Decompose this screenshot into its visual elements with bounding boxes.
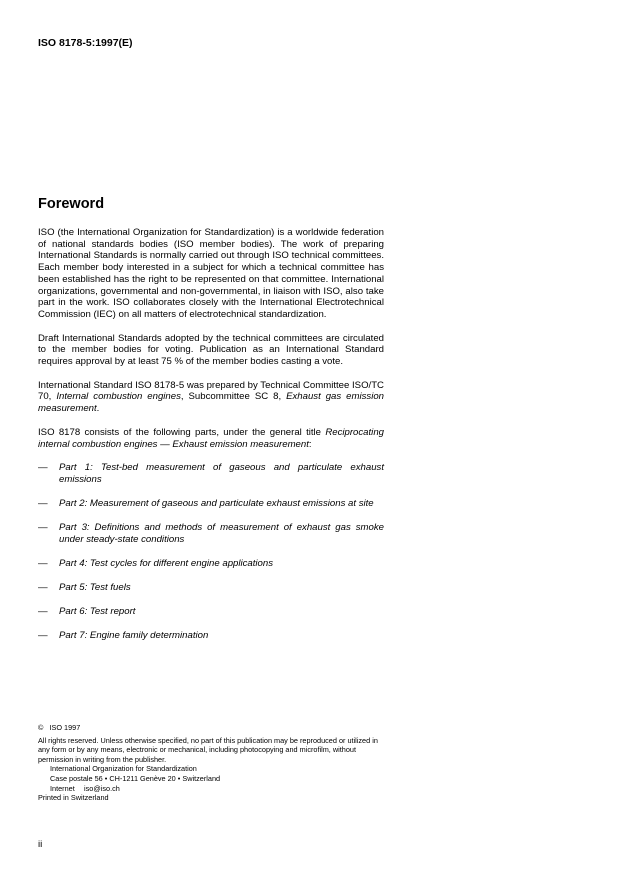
list-item [38,582,384,594]
p4-text-c: : [308,438,312,450]
list-item [38,462,384,485]
copyright-line: © ISO 1997 [38,723,81,732]
page-title: Foreword [38,196,105,212]
part-title: Part 3: Definitions and methods of measurement of exhaust gas smoke under steady-state conditions [59,522,384,545]
list-dash: — [38,606,48,618]
list-dash: — [38,522,48,534]
internet-label: Internet [50,783,75,793]
page-number: ii [38,839,43,850]
list-item [38,606,384,618]
printed-in: Printed in Switzerland [38,793,109,803]
list-dash: — [38,630,48,642]
list-dash: — [38,462,48,474]
part-title: Part 5: Test fuels [59,582,131,594]
parts-list [38,462,384,642]
list-dash: — [38,498,48,510]
p3-text-a: International Standard ISO 8178-5 was prepared by Technical Committee ISO/TC 70, [38,379,384,403]
rights-statement: All rights reserved. Unless otherwise specified, no part of this publication may be reproduced or utilized in any form or by any means, electronic or mechanical, including photocopying and microfilm, without permission in writing from the publisher. [38,735,378,764]
list-dash: — [38,557,48,569]
foreword-paragraph-3 [38,380,384,415]
p4-general-title: Reciprocating internal combustion engines — Exhaust emission measurement [38,426,384,450]
foreword-paragraph-2: Draft International Standards adopted by the technical committees are circulated to the member bodies for voting. Publication as an International Standard requires approval by at least 75 % of the member bodies casting a vote. [38,332,384,368]
p4-text-a: ISO 8178 consists of the following parts, under the general title [38,426,326,438]
part-title: Part 7: Engine family determination [59,630,209,642]
list-item [38,558,384,570]
foreword-paragraph-4 [38,427,384,450]
foreword-body [38,227,384,654]
part-title: Part 4: Test cycles for different engine applications [59,557,274,569]
p3-subcommittee-title: Exhaust gas emission measurement [38,391,384,415]
document-id-header: ISO 8178-5:1997(E) [38,37,133,49]
part-title: Part 1: Test-bed measurement of gaseous and particulate exhaust emissions [59,462,384,485]
list-item [38,498,384,510]
internet-contact [38,784,384,794]
part-title: Part 6: Test report [59,606,136,618]
list-dash: — [38,582,48,594]
list-item [38,522,384,545]
p3-text-c: , Subcommittee SC 8, [180,391,287,403]
copyright-notice [38,723,384,803]
p3-text-e: . [96,403,100,415]
foreword-paragraph-1: ISO (the International Organization for Standardization) is a worldwide federation of national standards bodies (ISO member bodies). The work of preparing International Standards is normally carried out through ISO technical committees. Each member body interested in a subject for which a technical committee has been established has the right to be represented on that committee. International organizations, governmental and non-governmental, in liaison with ISO, also take part in the work. ISO collaborates closely with the International Electrotechnical Commission (IEC) on all matters of electrotechnical standardization. [38,227,384,320]
p3-committee-title: Internal combustion engines [56,391,181,403]
list-item [38,630,384,642]
postal-address: Case postale 56 • CH-1211 Genève 20 • Switzerland [50,773,221,783]
part-title: Part 2: Measurement of gaseous and particulate exhaust emissions at site [59,498,374,510]
email-address: iso@iso.ch [84,783,120,793]
organization-name: International Organization for Standardization [50,764,197,774]
